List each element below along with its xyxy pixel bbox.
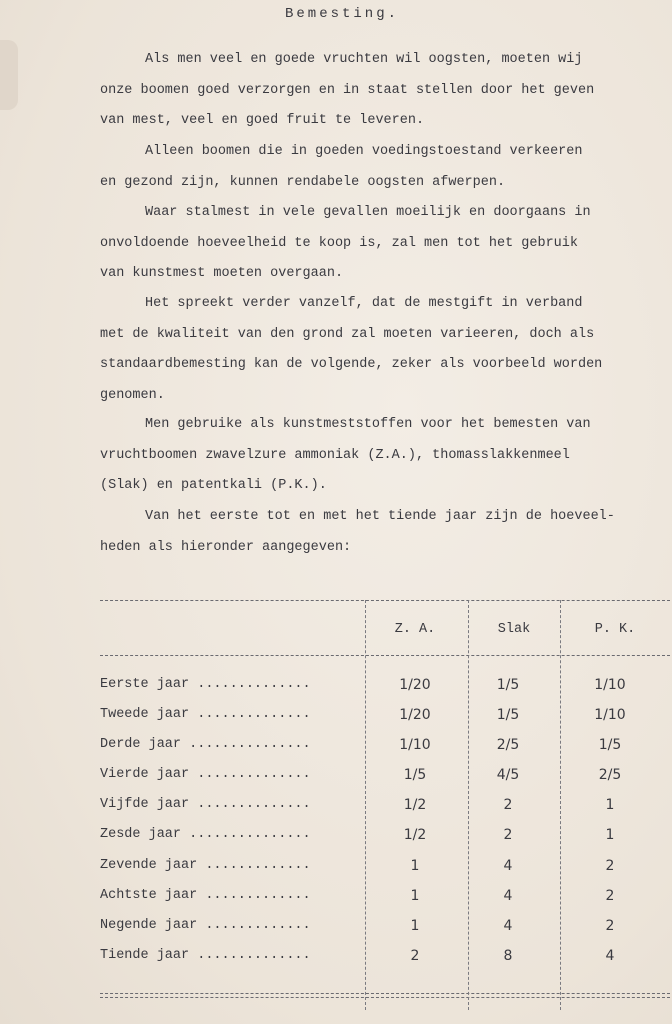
table-top-rule — [100, 600, 670, 601]
cell-slak: 8 — [503, 948, 513, 964]
text-line: Alleen boomen die in goeden voedingstoestand verkeeren — [145, 144, 583, 159]
cell-slak: 2 — [503, 797, 513, 813]
table-row — [100, 827, 670, 857]
text-line: onvoldoende hoeveelheid te koop is, zal men tot het gebruik — [100, 235, 578, 251]
column-header-za: Z. A. — [394, 622, 436, 637]
text-line: met de kwaliteit van den grond zal moeten varieeren, doch als — [100, 326, 595, 342]
table-row — [100, 707, 670, 737]
cell-slak: 2 — [503, 827, 513, 843]
row-label: Eerste jaar .............. — [100, 677, 311, 692]
page-title: Bemesting. — [285, 6, 400, 22]
cell-pk: 2/5 — [598, 767, 622, 783]
cell-slak: 1/5 — [496, 677, 520, 693]
table-row — [100, 858, 670, 888]
cell-za: 1 — [410, 888, 420, 904]
text-line: Waar stalmest in vele gevallen moeilijk en doorgaans in — [145, 205, 591, 220]
cell-slak: 4/5 — [496, 767, 520, 783]
cell-slak: 4 — [503, 858, 513, 874]
row-label: Vierde jaar .............. — [100, 767, 311, 782]
text-line: van mest, veel en goed fruit te leveren. — [100, 113, 425, 128]
table-row — [100, 767, 670, 797]
cell-slak: 4 — [503, 888, 513, 904]
cell-za: 1 — [410, 858, 420, 874]
text-line: en gezond zijn, kunnen rendabele oogsten afwerpen. — [100, 174, 506, 190]
column-header-pk: P. K. — [594, 622, 636, 637]
cell-slak: 4 — [503, 918, 513, 934]
text-line: van kunstmest moeten overgaan. — [100, 266, 344, 281]
cell-pk: 1/10 — [594, 677, 626, 693]
cell-pk: 1 — [605, 827, 615, 843]
text-line: Als men veel en goede vruchten wil oogsten, moeten wij — [145, 52, 583, 67]
text-line: onze boomen goed verzorgen en in staat stellen door het geven — [100, 82, 595, 98]
text-line: Men gebruike als kunstmeststoffen voor het bemesten van — [145, 417, 591, 432]
cell-za: 1/5 — [403, 767, 427, 783]
text-line: Het spreekt verder vanzelf, dat de mestgift in verband — [145, 296, 583, 311]
cell-pk: 2 — [605, 858, 615, 874]
row-label: Zevende jaar ............. — [100, 858, 311, 873]
text-line: genomen. — [100, 387, 165, 403]
row-label: Negende jaar ............. — [100, 918, 311, 933]
punch-hole-mark — [0, 40, 18, 110]
cell-za: 1/2 — [403, 827, 427, 843]
cell-za: 2 — [410, 948, 420, 964]
cell-za: 1/10 — [399, 737, 431, 753]
row-label: Derde jaar ............... — [100, 737, 311, 752]
paragraph-3 — [100, 198, 670, 290]
text-line: Van het eerste tot en met het tiende jaar zijn de hoeveel- — [145, 509, 615, 524]
cell-pk: 2 — [605, 888, 615, 904]
cell-slak: 2/5 — [496, 737, 520, 753]
cell-za: 1/20 — [399, 707, 431, 723]
text-line: vruchtboomen zwavelzure ammoniak (Z.A.), thomasslakkenmeel — [100, 447, 570, 463]
cell-slak: 1/5 — [496, 707, 520, 723]
table-row — [100, 797, 670, 827]
column-header-slak: Slak — [497, 622, 531, 637]
cell-pk: 4 — [605, 948, 615, 964]
table-row — [100, 737, 670, 767]
row-label: Tiende jaar .............. — [100, 948, 311, 963]
paragraph-6 — [100, 502, 670, 563]
table-header-rule — [100, 655, 670, 656]
cell-pk: 1/5 — [598, 737, 622, 753]
table-row — [100, 677, 670, 707]
paragraph-1 — [100, 45, 670, 137]
cell-za: 1/20 — [399, 677, 431, 693]
row-label: Achtste jaar ............. — [100, 888, 311, 903]
paragraph-2 — [100, 137, 670, 198]
cell-pk: 1/10 — [594, 707, 626, 723]
cell-pk: 2 — [605, 918, 615, 934]
paragraph-4 — [100, 289, 670, 411]
table-bottom-rule — [100, 993, 670, 994]
row-label: Zesde jaar ............... — [100, 827, 311, 842]
cell-pk: 1 — [605, 797, 615, 813]
text-line: heden als hieronder aangegeven: — [100, 539, 352, 555]
table-row — [100, 918, 670, 948]
paragraph-5 — [100, 410, 670, 502]
cell-za: 1 — [410, 918, 420, 934]
table-row — [100, 948, 670, 978]
table-row — [100, 888, 670, 918]
text-line: (Slak) en patentkali (P.K.). — [100, 478, 327, 493]
row-label: Vijfde jaar .............. — [100, 797, 311, 812]
row-label: Tweede jaar .............. — [100, 707, 311, 722]
text-line: standaardbemesting kan de volgende, zeker als voorbeeld worden — [100, 357, 603, 372]
cell-za: 1/2 — [403, 797, 427, 813]
